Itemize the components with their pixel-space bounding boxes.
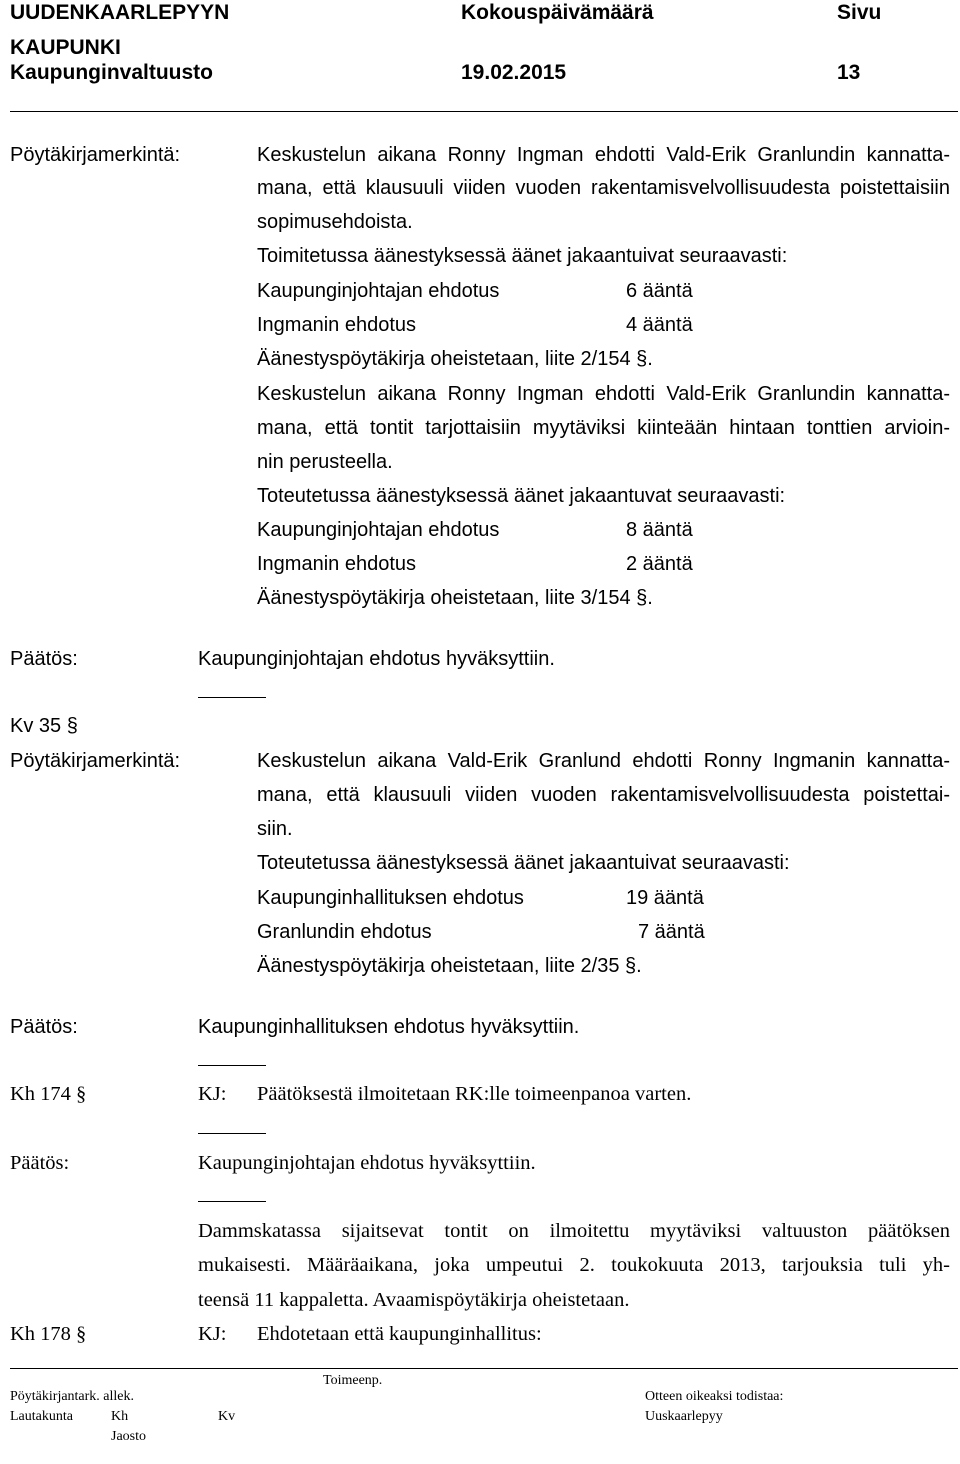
vote-row-label: Kaupunginhallituksen ehdotus xyxy=(257,887,524,909)
separator-dash xyxy=(198,1201,266,1202)
footer-certified: Otteen oikeaksi todistaa: xyxy=(645,1389,784,1404)
vote-row-label: Ingmanin ehdotus xyxy=(257,553,417,575)
para-line: mukaisesti. Määräaikana, joka umpeutui 2. toukokuuta 2013, tarjouksia tuli yh- xyxy=(198,1254,950,1276)
vote-attachment: Äänestyspöytäkirja oheistetaan, liite 3/154 §. xyxy=(257,587,653,609)
para-line: Keskustelun aikana Ronny Ingman ehdotti Vald-Erik Granlundin kannatta- xyxy=(257,383,950,405)
decision-text: Kaupunginjohtajan ehdotus hyväksyttiin. xyxy=(198,648,555,670)
kj-text: Päätöksestä ilmoitetaan RK:lle toimeenpanoa varten. xyxy=(257,1083,692,1105)
para-line: nin perusteella. xyxy=(257,451,393,473)
para-line: mana, että tontit tarjottaisiin myytäviksi kiinteään hintaan tonttien arvioin- xyxy=(257,417,950,439)
decision-label: Päätös: xyxy=(10,648,78,670)
vote-attachment: Äänestyspöytäkirja oheistetaan, liite 2/154 §. xyxy=(257,348,653,370)
vote-row-value: 19 ääntä xyxy=(626,887,704,909)
decision-label: Päätös: xyxy=(10,1152,70,1174)
vote-intro: Toteutetussa äänestyksessä äänet jakaantuivat seuraavasti: xyxy=(257,852,790,874)
kj-label: KJ: xyxy=(198,1083,227,1105)
org-name-line2: KAUPUNKI xyxy=(10,36,121,59)
para-line: teensä 11 kappaletta. Avaamispöytäkirja oheistetaan. xyxy=(198,1289,630,1311)
separator-dash xyxy=(198,1065,266,1066)
para-line: sopimusehdoista. xyxy=(257,211,413,233)
body-name: Kaupunginvaltuusto xyxy=(10,61,213,84)
decision-label: Päätös: xyxy=(10,1016,78,1038)
date-label: Kokouspäivämäärä xyxy=(461,1,654,24)
minutes-note-label: Pöytäkirjamerkintä: xyxy=(10,144,181,166)
para-line: mana, että klausuuli viiden vuoden rakentamisvelvollisuudesta poistettai- xyxy=(257,784,950,806)
kj-text: Ehdotetaan että kaupunginhallitus: xyxy=(257,1323,542,1345)
vote-intro: Toteutetussa äänestyksessä äänet jakaantuvat seuraavasti: xyxy=(257,485,786,507)
decision-text: Kaupunginjohtajan ehdotus hyväksyttiin. xyxy=(198,1152,536,1174)
section-ref: Kh 174 § xyxy=(10,1083,87,1105)
vote-row-value: 8 ääntä xyxy=(626,519,693,541)
minutes-note-label: Pöytäkirjamerkintä: xyxy=(10,750,181,772)
para-line: Keskustelun aikana Vald-Erik Granlund ehdotti Ronny Ingmanin kannatta- xyxy=(257,750,950,772)
para-line: Keskustelun aikana Ronny Ingman ehdotti Vald-Erik Granlundin kannatta- xyxy=(257,144,950,166)
section-ref: Kh 178 § xyxy=(10,1323,87,1345)
vote-row-label: Granlundin ehdotus xyxy=(257,921,432,943)
page-label: Sivu xyxy=(837,1,882,24)
footer-col-jaosto: Jaosto xyxy=(111,1429,146,1444)
vote-row-value: 2 ääntä xyxy=(626,553,693,575)
separator-dash xyxy=(198,697,266,698)
org-name-line1: UUDENKAARLEPYYN xyxy=(10,1,230,24)
footer-col-lautakunta: Lautakunta xyxy=(10,1409,73,1424)
vote-intro: Toimitetussa äänestyksessä äänet jakaantuivat seuraavasti: xyxy=(257,245,788,267)
vote-row-value: 7 ääntä xyxy=(638,921,705,943)
header-rule xyxy=(10,111,958,112)
vote-row-value: 6 ääntä xyxy=(626,280,693,302)
vote-row-label: Kaupunginjohtajan ehdotus xyxy=(257,280,500,302)
date-value: 19.02.2015 xyxy=(461,61,567,84)
footer-toimeenp: Toimeenp. xyxy=(323,1373,383,1388)
para-line: siin. xyxy=(257,818,293,840)
para-line: mana, että klausuuli viiden vuoden rakentamisvelvollisuudesta poistettaisiin xyxy=(257,177,950,199)
kj-label: KJ: xyxy=(198,1323,227,1345)
footer-col-kh: Kh xyxy=(111,1409,129,1424)
vote-row-label: Kaupunginjohtajan ehdotus xyxy=(257,519,500,541)
decision-text: Kaupunginhallituksen ehdotus hyväksyttiin. xyxy=(198,1016,580,1038)
footer-minutes-check: Pöytäkirjantark. allek. xyxy=(10,1389,135,1404)
section-ref: Kv 35 § xyxy=(10,715,78,737)
para-line: Dammskatassa sijaitsevat tontit on ilmoitettu myytäviksi valtuuston päätöksen xyxy=(198,1220,950,1242)
footer-place: Uuskaarlepyy xyxy=(645,1409,723,1424)
footer-col-kv: Kv xyxy=(218,1409,236,1424)
page-value: 13 xyxy=(837,61,861,84)
separator-dash xyxy=(198,1133,266,1134)
vote-row-value: 4 ääntä xyxy=(626,314,693,336)
vote-row-label: Ingmanin ehdotus xyxy=(257,314,417,336)
vote-attachment: Äänestyspöytäkirja oheistetaan, liite 2/35 §. xyxy=(257,955,642,977)
footer-rule xyxy=(10,1368,958,1369)
